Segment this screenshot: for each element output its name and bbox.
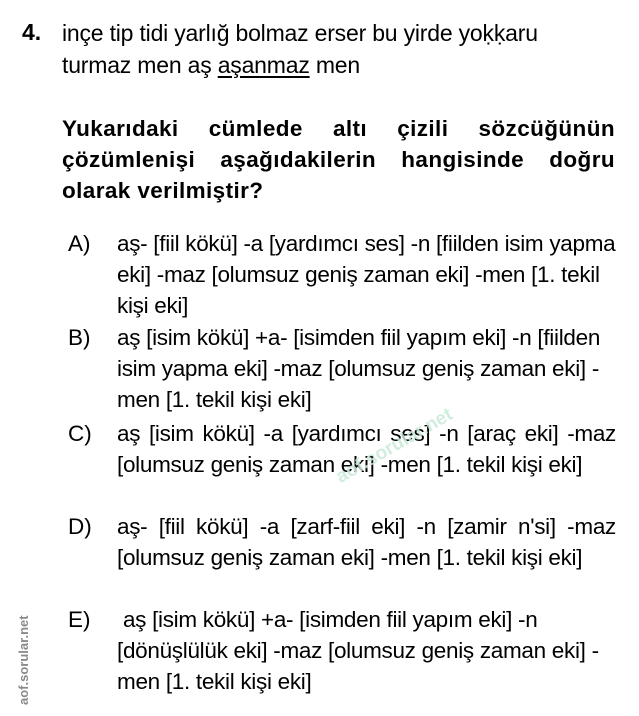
option-text: aş [isim kökü] -a [yardımcı ses] -n [araç eki] -maz [olumsuz geniş zaman eki] -men [1. tekil kişi eki]	[117, 421, 616, 477]
question-prompt: Yukarıdaki cümlede altı çizili sözcüğünün çözümlenişi aşağıdakilerin hangisinde doğru olarak verilmiştir?	[62, 116, 615, 203]
option-b[interactable]	[68, 322, 616, 415]
option-text: aş [isim kökü] +a- [isimden fiil yapım eki] -n [fiilden isim yapma eki] -maz [olumsuz geniş zaman eki] -men [1. tekil kişi eki]	[117, 325, 601, 412]
question-stem	[62, 17, 622, 81]
option-text: aş- [fiil kökü] -a [zarf-fiil eki] -n [zamir n'si] -maz [olumsuz geniş zaman eki] -men [1. tekil kişi eki]	[117, 514, 616, 570]
option-c[interactable]	[68, 418, 616, 480]
option-letter: C)	[68, 421, 92, 446]
option-d[interactable]	[68, 511, 616, 573]
question-number: 4.	[22, 19, 42, 45]
option-a[interactable]	[68, 228, 616, 321]
option-letter: E)	[68, 607, 91, 632]
option-letter: D)	[68, 514, 92, 539]
stem-line1-text: inçe tip tidi yarlığ bolmaz erser bu yirde yo	[62, 20, 483, 46]
option-letter: A)	[68, 231, 91, 256]
option-e[interactable]	[68, 604, 616, 697]
option-letter: B)	[68, 325, 91, 350]
stem-dotted-k: ḳḳ	[482, 20, 506, 46]
option-text: aş [isim kökü] +a- [isimden fiil yapım eki] -n [dönüşlülük eki] -maz [olumsuz geniş zaman eki] -men [1. tekil kişi eki]	[117, 607, 599, 694]
watermark-side: aof.sorular.net	[16, 615, 31, 705]
option-text: aş- [fiil kökü] -a [yardımcı ses] -n [fiilden isim yapma eki] -maz [olumsuz geniş zaman eki] -men [1. tekil kişi eki]	[117, 231, 616, 318]
stem-line1-end: aru	[505, 20, 538, 46]
stem-line2-before: turmaz men aş	[62, 52, 218, 78]
underlined-word: aşanmaz	[217, 52, 310, 78]
watermark-center: aof.sorular.net	[332, 404, 457, 488]
stem-line2-after: men	[309, 52, 360, 78]
